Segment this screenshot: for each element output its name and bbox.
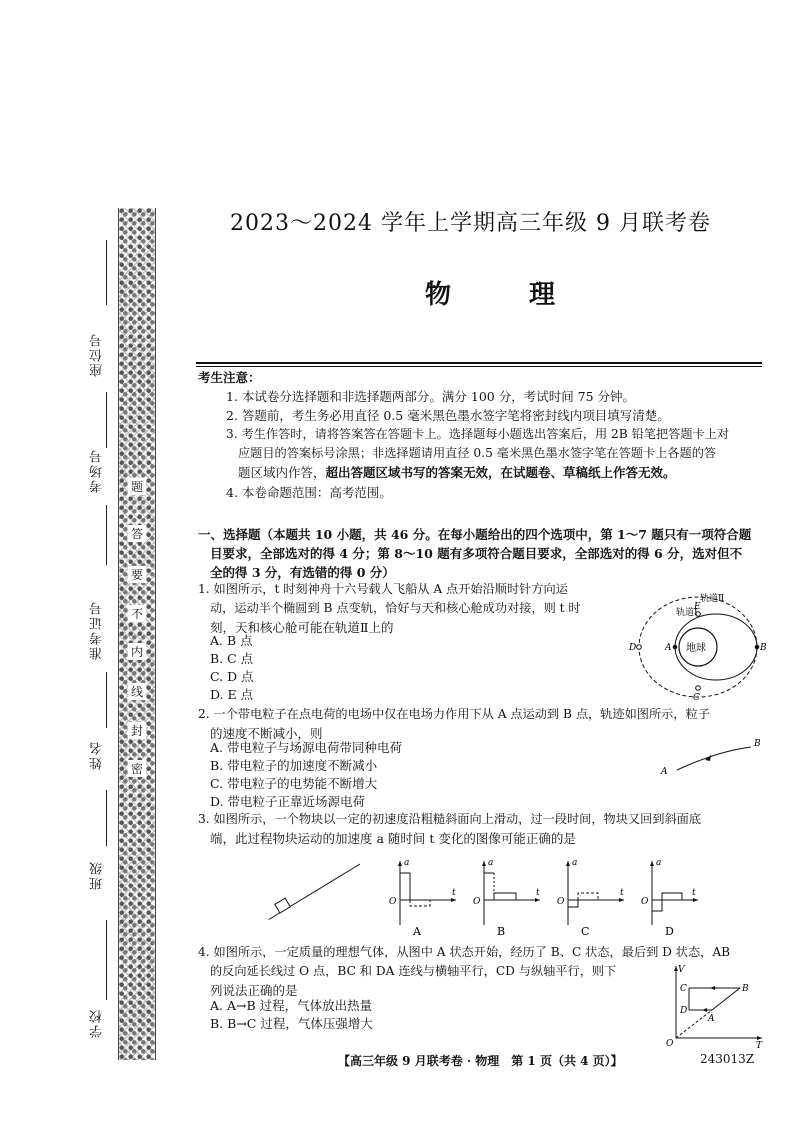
origin-label: O bbox=[473, 897, 481, 907]
binding-strip bbox=[118, 208, 156, 1060]
graph-a-label: A bbox=[413, 925, 421, 937]
name-blank-line bbox=[106, 672, 107, 728]
orbit-2-label: 轨道Ⅱ bbox=[700, 594, 725, 604]
notice-item: 应题目的答案标号涂黑；非选择题请用直径 0.5 毫米黑色墨水签字笔在答题卡上各题的答 bbox=[238, 446, 717, 460]
trajectory-figure bbox=[655, 736, 767, 776]
point-b-label: B bbox=[754, 739, 761, 749]
block bbox=[275, 898, 290, 913]
school-label: 学校 bbox=[90, 1008, 105, 1038]
acceleration-graphs bbox=[380, 855, 700, 937]
class-label: 班级 bbox=[90, 860, 105, 890]
seat-blank-line bbox=[106, 240, 107, 305]
q1-stem: 1. 如图所示，t 时刻神舟十六号载人飞船从 A 点开始沿顺时针方向运 bbox=[198, 582, 568, 596]
axis-y-label: a bbox=[656, 858, 662, 868]
seal-char: 答 bbox=[128, 525, 146, 542]
point-c-label: C bbox=[680, 984, 687, 994]
seal-char: 封 bbox=[128, 722, 146, 739]
q4-option-a: A. A→B 过程，气体放出热量 bbox=[210, 998, 373, 1013]
q2-option-d: D. 带电粒子正靠近场源电荷 bbox=[210, 794, 366, 809]
incline-figure bbox=[262, 858, 362, 922]
graph-b-label: B bbox=[497, 925, 506, 937]
section-intro: 目要求，全部选对的得 4 分；第 8～10 题有多项符合题目要求，全部选对的得 6 分，选对但不 bbox=[210, 546, 743, 561]
q4-stem: 的反向延长线过 O 点，BC 和 DA 连线与横轴平行，CD 与纵轴平行，则下 bbox=[210, 964, 617, 978]
footer-label: 【高三年级 9 月联考卷 · 物理 第 1 页（共 4 页）】 bbox=[338, 1054, 623, 1068]
class-blank-line bbox=[106, 790, 107, 846]
origin-label: O bbox=[666, 1039, 674, 1048]
notice-item: 3. 考生作答时，请将答案答在答题卡上。选择题每小题选出答案后，用 2B 铅笔把答题卡上对 bbox=[226, 427, 730, 441]
footer-code: 243013Z bbox=[700, 1052, 755, 1066]
section-intro: 一、选择题（本题共 10 小题，共 46 分。在每小题给出的四个选项中，第 1～7 题只有一项符合题 bbox=[198, 527, 752, 542]
point-b-label: B bbox=[760, 643, 767, 653]
notice-warning: 超出答题区域书写的答案无效，在试题卷、草稿纸上作答无效。 bbox=[325, 465, 676, 480]
q1-stem: 动，运动半个椭圆到 B 点变轨，恰好与天和核心舱成功对接，则 t 时 bbox=[210, 601, 581, 615]
exam-room-blank-line bbox=[106, 392, 107, 448]
arrow-da bbox=[702, 1008, 707, 1012]
point-a-label: A bbox=[708, 1014, 715, 1024]
point-c-label: C bbox=[693, 693, 700, 703]
line-ab bbox=[712, 988, 740, 1010]
q2-option-a: A. 带电粒子与场源电荷带同种电荷 bbox=[210, 740, 402, 755]
origin-label: O bbox=[557, 897, 565, 907]
name-label: 姓名 bbox=[90, 740, 105, 770]
header-rule-thin bbox=[196, 366, 762, 367]
graph-d-label: D bbox=[665, 925, 674, 937]
seal-char: 内 bbox=[128, 643, 146, 660]
subject-title: 物 理 bbox=[425, 280, 582, 310]
axis-y-label: a bbox=[572, 858, 578, 868]
origin-label: O bbox=[389, 897, 397, 907]
q4-stem: 列说法正确的是 bbox=[210, 983, 298, 998]
trajectory-curve bbox=[677, 747, 751, 770]
point-a-label: A bbox=[665, 643, 672, 653]
q1-option-b: B. C 点 bbox=[210, 651, 254, 666]
axis-y-label: a bbox=[404, 858, 410, 868]
point-c-dot bbox=[696, 686, 701, 691]
point-e-label: E bbox=[694, 602, 701, 612]
q1-stem: 刻，天和核心舱可能在轨道Ⅱ上的 bbox=[210, 620, 394, 635]
ticket-label: 准考证号 bbox=[90, 600, 105, 660]
point-b-dot bbox=[755, 645, 760, 650]
seat-label: 座位号 bbox=[90, 332, 105, 377]
ticket-blank-line bbox=[106, 505, 107, 565]
vt-diagram bbox=[662, 960, 766, 1048]
earth-label: 地球 bbox=[686, 643, 706, 654]
notice-item: 1. 本试卷分选择题和非选择题两部分。满分 100 分，考试时间 75 分钟。 bbox=[226, 389, 636, 404]
orbit-1-label: 轨道Ⅰ bbox=[676, 608, 698, 618]
header-rule bbox=[196, 362, 762, 364]
point-d-label: D bbox=[680, 1006, 688, 1016]
graph-d bbox=[641, 858, 698, 937]
notice-item: 4. 本卷命题范围：高考范围。 bbox=[226, 485, 392, 500]
q1-option-d: D. E 点 bbox=[210, 687, 254, 702]
graph-c-label: C bbox=[581, 925, 590, 937]
q3-stem: 端，此过程物块运动的加速度 a 随时间 t 变化的图像可能正确的是 bbox=[210, 831, 576, 846]
axis-t-label: T bbox=[756, 1041, 763, 1048]
point-b-label: B bbox=[742, 984, 749, 994]
notice-item-line bbox=[238, 463, 676, 482]
q3-stem: 3. 如图所示，一个物块以一定的初速度沿粗糙斜面向上滑动，过一段时间，物块又回到斜面底 bbox=[198, 812, 702, 826]
axis-x-label: t bbox=[692, 888, 696, 898]
q2-stem: 的速度不断减小，则 bbox=[210, 726, 323, 741]
q1-option-c: C. D 点 bbox=[210, 669, 254, 684]
q4-option-b: B. B→C 过程，气体压强增大 bbox=[210, 1016, 373, 1031]
graph-b bbox=[473, 858, 540, 937]
axis-x-label: t bbox=[536, 888, 540, 898]
notice-item: 2. 答题前，考生务必用直径 0.5 毫米黑色墨水签字笔将密封线内项目填写清楚。 bbox=[226, 408, 670, 423]
exam-title: 2023～2024 学年上学期高三年级 9 月联考卷 bbox=[230, 211, 711, 236]
origin-label: O bbox=[641, 897, 649, 907]
q4-stem: 4. 如图所示，一定质量的理想气体，从图中 A 状态开始，经历了 B、C 状态，最后到 D 状态，AB bbox=[198, 945, 731, 959]
q2-option-c: C. 带电粒子的电势能不断增大 bbox=[210, 776, 378, 791]
graph-a bbox=[389, 858, 456, 937]
q1-option-a: A. B 点 bbox=[210, 633, 253, 648]
seal-char: 密 bbox=[128, 760, 146, 777]
axis-x-label: t bbox=[452, 888, 456, 898]
orbit-figure bbox=[620, 592, 780, 704]
point-a-dot bbox=[673, 645, 678, 650]
axis-y-label: a bbox=[488, 858, 494, 868]
seal-char: 题 bbox=[128, 478, 146, 495]
school-blank-line bbox=[106, 920, 107, 1000]
seal-char: 线 bbox=[128, 683, 146, 700]
point-a-label: A bbox=[661, 767, 668, 776]
seal-char: 要 bbox=[128, 566, 146, 583]
q2-stem: 2. 一个带电粒子在点电荷的电场中仅在电场力作用下从 A 点运动到 B 点，轨迹如图所示，粒子 bbox=[198, 707, 710, 721]
arrow-bc bbox=[710, 986, 715, 990]
axis-v-label: V bbox=[678, 965, 685, 975]
point-d-dot bbox=[637, 645, 642, 650]
seal-char: 不 bbox=[128, 605, 146, 622]
notice-heading: 考生注意： bbox=[198, 370, 261, 385]
axis-x-label: t bbox=[620, 888, 624, 898]
notice-item: 题区域内作答， bbox=[238, 465, 326, 480]
section-intro: 全的得 3 分，有选错的得 0 分） bbox=[210, 565, 395, 580]
graph-c bbox=[557, 858, 624, 937]
exam-room-label: 考场号 bbox=[90, 448, 105, 493]
point-d-label: D bbox=[629, 643, 637, 653]
q2-option-b: B. 带电粒子的加速度不断减小 bbox=[210, 758, 378, 773]
